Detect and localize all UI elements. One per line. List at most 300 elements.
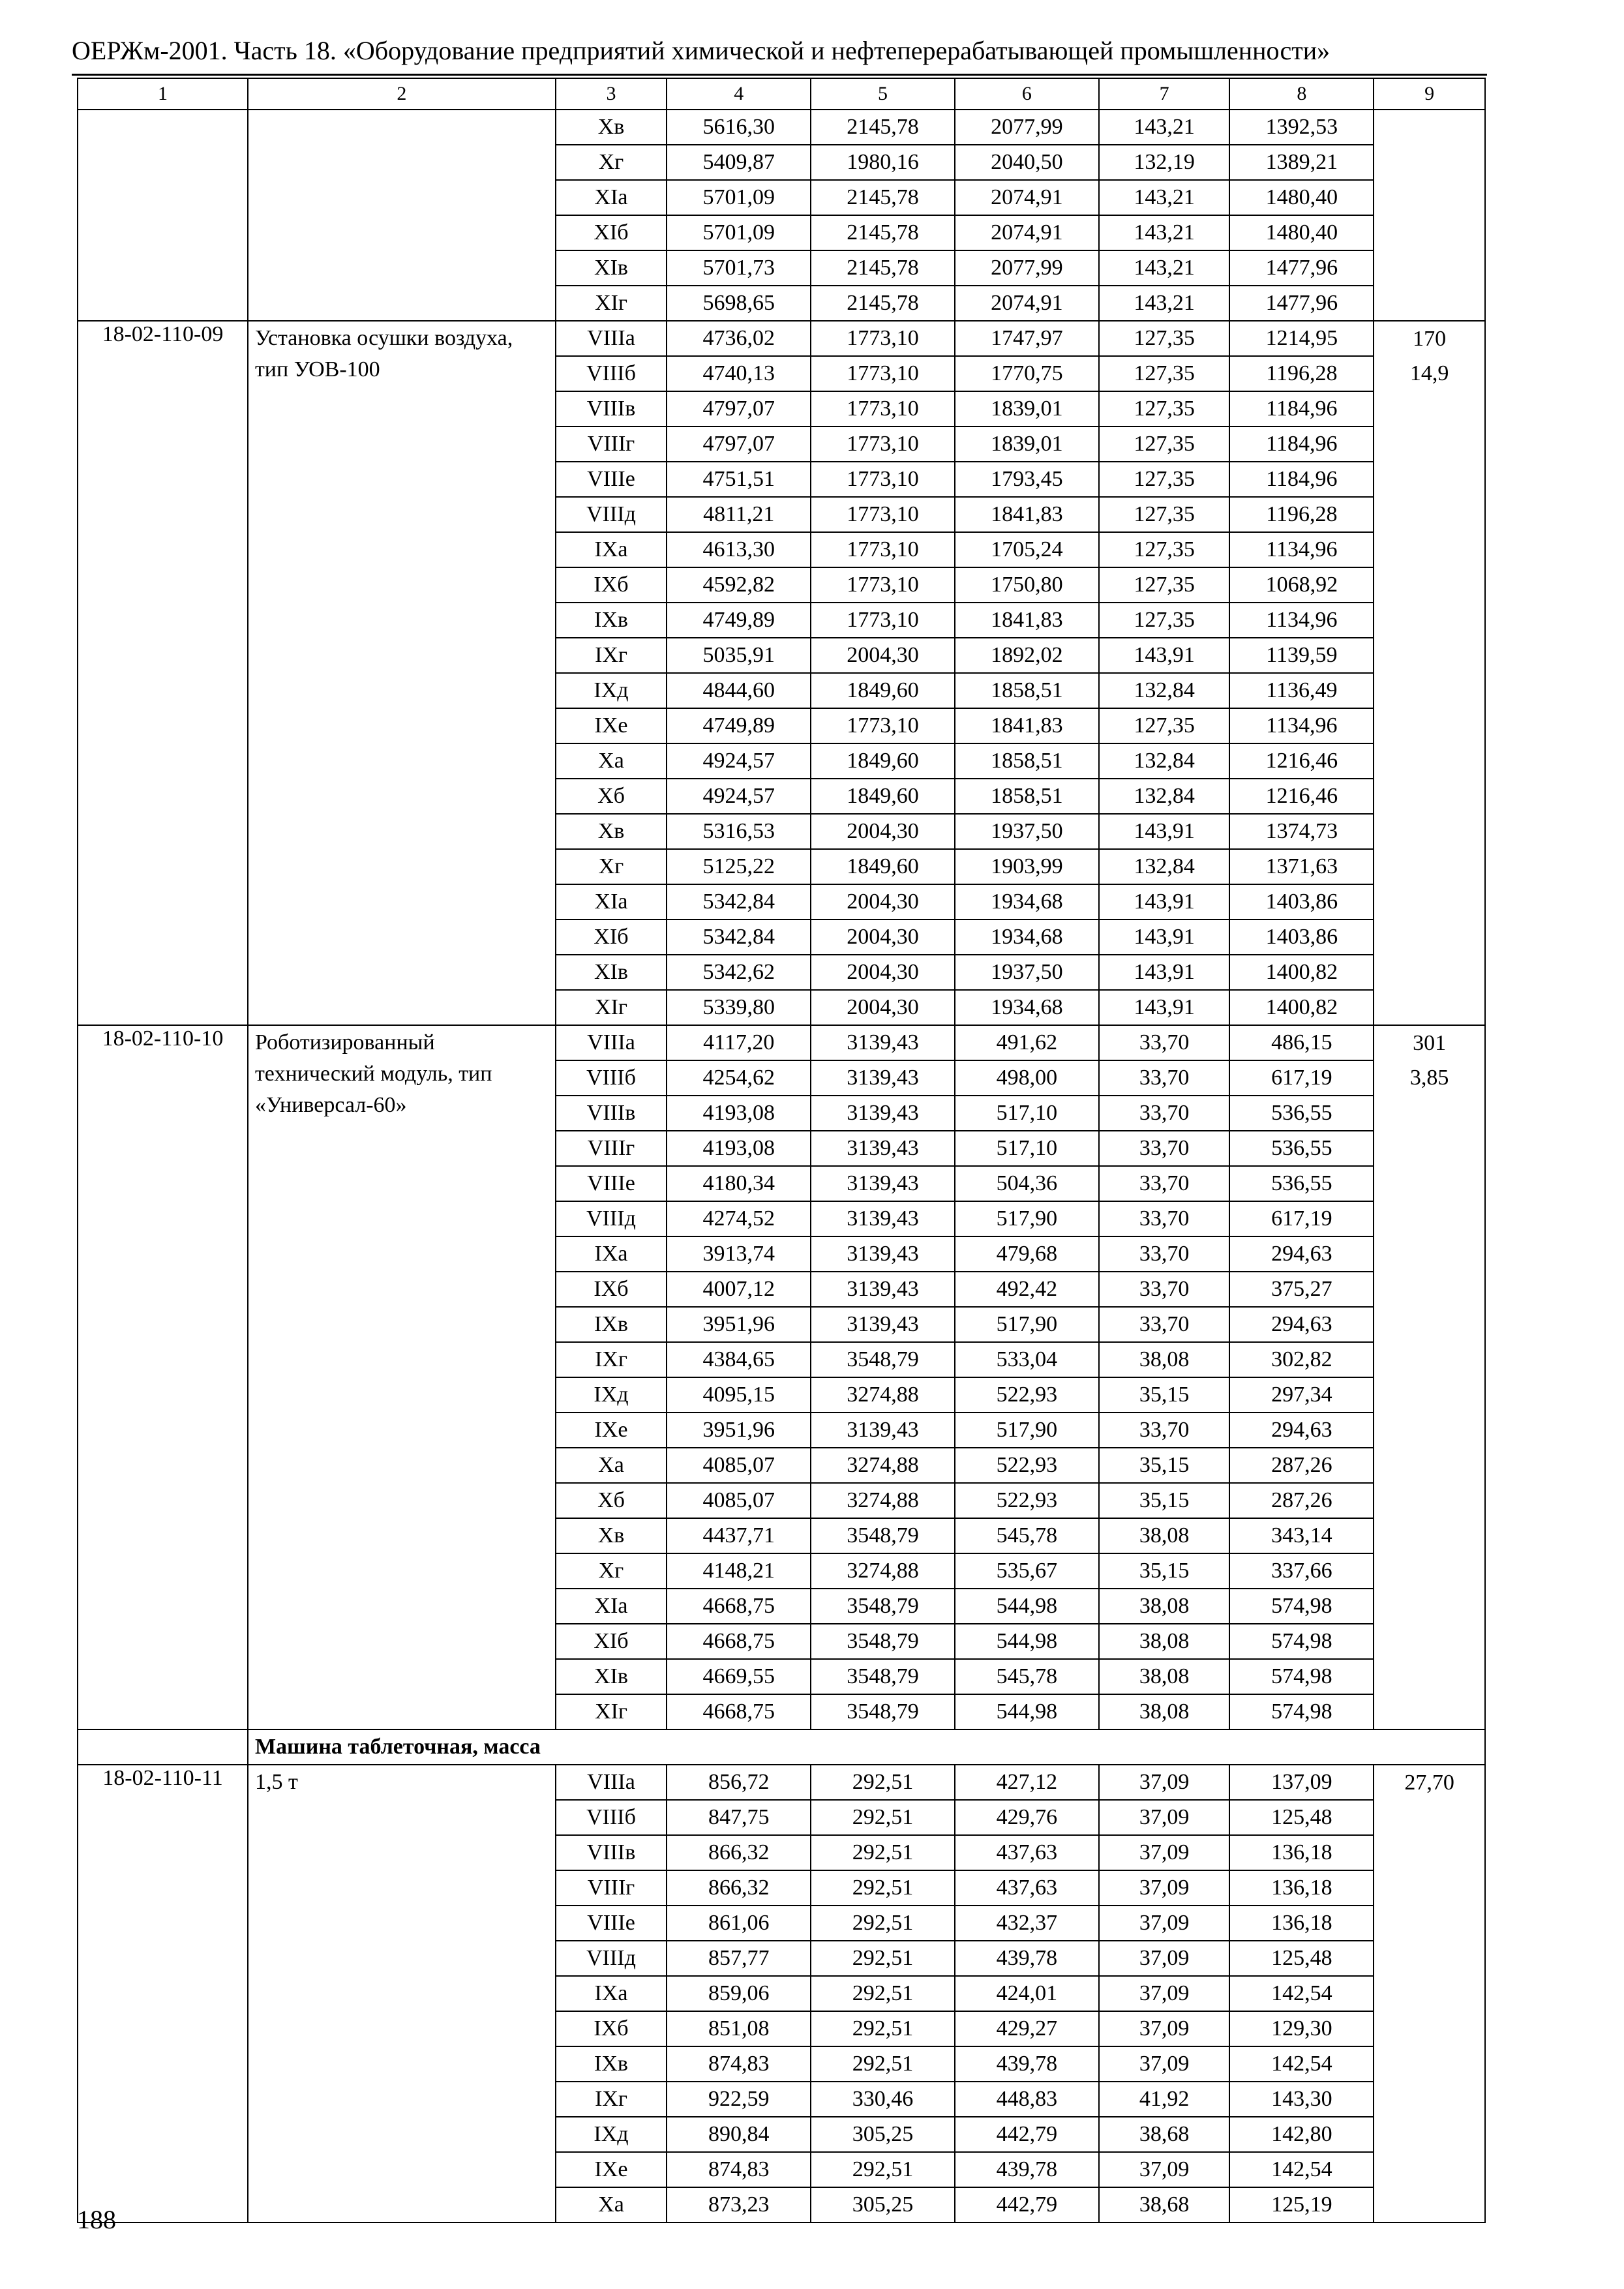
resource-code-empty xyxy=(78,1553,248,1589)
zone-cell: VIIIг xyxy=(556,1870,667,1906)
table-row xyxy=(78,1800,1485,1835)
value-cell: 38,08 xyxy=(1099,1624,1230,1659)
value-cell: 132,19 xyxy=(1099,145,1230,180)
value-cell: 1934,68 xyxy=(955,990,1099,1025)
resource-name-empty xyxy=(248,567,556,603)
resource-name-empty xyxy=(248,990,556,1025)
value-cell: 5035,91 xyxy=(667,638,811,673)
zone-cell: ХIб xyxy=(556,1624,667,1659)
table-row xyxy=(78,1236,1485,1272)
resource-name-empty xyxy=(248,1553,556,1589)
value-cell: 1480,40 xyxy=(1229,180,1374,215)
value-cell: 1389,21 xyxy=(1229,145,1374,180)
zone-cell: Хв xyxy=(556,110,667,145)
value-cell: 33,70 xyxy=(1099,1166,1230,1201)
table-row xyxy=(78,673,1485,708)
value-cell: 491,62 xyxy=(955,1025,1099,1060)
resource-name-empty xyxy=(248,426,556,462)
column9-cell: 3,85 xyxy=(1374,1060,1485,1096)
value-cell: 37,09 xyxy=(1099,1906,1230,1941)
value-cell: 127,35 xyxy=(1099,603,1230,638)
value-cell: 132,84 xyxy=(1099,673,1230,708)
resource-name-empty xyxy=(248,708,556,743)
resource-code-empty xyxy=(78,920,248,955)
table-row xyxy=(78,1553,1485,1589)
resource-code-empty xyxy=(78,779,248,814)
column-number-cell: 5 xyxy=(811,78,955,110)
value-cell: 439,78 xyxy=(955,2046,1099,2082)
value-cell: 143,21 xyxy=(1099,215,1230,250)
column9-cell xyxy=(1374,1694,1485,1729)
column9-cell xyxy=(1374,1870,1485,1906)
zone-cell: IХб xyxy=(556,567,667,603)
value-cell: 375,27 xyxy=(1229,1272,1374,1307)
value-cell: 35,15 xyxy=(1099,1553,1230,1589)
value-cell: 127,35 xyxy=(1099,532,1230,567)
value-cell: 1858,51 xyxy=(955,779,1099,814)
column-number-cell: 3 xyxy=(556,78,667,110)
value-cell: 859,06 xyxy=(667,1976,811,2011)
value-cell: 3913,74 xyxy=(667,1236,811,1272)
zone-cell: VIIIа xyxy=(556,321,667,356)
zone-cell: VIIIд xyxy=(556,1201,667,1236)
value-cell: 297,34 xyxy=(1229,1377,1374,1413)
table-row xyxy=(78,2046,1485,2082)
value-cell: 890,84 xyxy=(667,2117,811,2152)
zone-cell: IХв xyxy=(556,2046,667,2082)
zone-cell: Хг xyxy=(556,1553,667,1589)
table-row xyxy=(78,391,1485,426)
resource-name-empty xyxy=(248,884,556,920)
resource-name-empty xyxy=(248,1800,556,1835)
resource-code-empty xyxy=(78,1518,248,1553)
value-cell: 5701,09 xyxy=(667,180,811,215)
value-cell: 517,90 xyxy=(955,1413,1099,1448)
value-cell: 4180,34 xyxy=(667,1166,811,1201)
resource-code-empty xyxy=(78,1694,248,1729)
resource-code-empty xyxy=(78,743,248,779)
resource-code-empty xyxy=(78,497,248,532)
value-cell: 4797,07 xyxy=(667,426,811,462)
value-cell: 1934,68 xyxy=(955,920,1099,955)
value-cell: 617,19 xyxy=(1229,1060,1374,1096)
value-cell: 292,51 xyxy=(811,1941,955,1976)
table-row xyxy=(78,955,1485,990)
zone-cell: ХIг xyxy=(556,990,667,1025)
value-cell: 132,84 xyxy=(1099,743,1230,779)
value-cell: 429,76 xyxy=(955,1800,1099,1835)
resource-name-empty xyxy=(248,180,556,215)
value-cell: 1980,16 xyxy=(811,145,955,180)
value-cell: 486,15 xyxy=(1229,1025,1374,1060)
resource-code: 18-02-110-09 xyxy=(78,321,248,356)
value-cell: 292,51 xyxy=(811,1835,955,1870)
value-cell: 504,36 xyxy=(955,1166,1099,1201)
value-cell: 536,55 xyxy=(1229,1131,1374,1166)
column9-cell: 301 xyxy=(1374,1025,1485,1060)
resource-code-empty xyxy=(78,1272,248,1307)
resource-code-empty xyxy=(78,849,248,884)
value-cell: 437,63 xyxy=(955,1835,1099,1870)
resource-code-empty xyxy=(78,603,248,638)
value-cell: 432,37 xyxy=(955,1906,1099,1941)
value-cell: 442,79 xyxy=(955,2117,1099,2152)
value-cell: 305,25 xyxy=(811,2187,955,2222)
value-cell: 33,70 xyxy=(1099,1236,1230,1272)
resource-name xyxy=(248,1765,556,1800)
value-cell: 861,06 xyxy=(667,1906,811,1941)
zone-cell: Ха xyxy=(556,743,667,779)
value-cell: 127,35 xyxy=(1099,567,1230,603)
zone-cell: ХIа xyxy=(556,884,667,920)
table-row xyxy=(78,1976,1485,2011)
resource-name-empty xyxy=(248,955,556,990)
value-cell: 479,68 xyxy=(955,1236,1099,1272)
table-row xyxy=(78,110,1485,145)
resource-name-empty xyxy=(248,1870,556,1906)
value-cell: 5342,84 xyxy=(667,920,811,955)
value-cell: 1134,96 xyxy=(1229,603,1374,638)
zone-cell: Хб xyxy=(556,1483,667,1518)
resource-name-empty xyxy=(248,814,556,849)
value-cell: 137,09 xyxy=(1229,1765,1374,1800)
value-cell: 5316,53 xyxy=(667,814,811,849)
column9-cell xyxy=(1374,1800,1485,1835)
column9-cell xyxy=(1374,2011,1485,2046)
table-row xyxy=(78,1483,1485,1518)
value-cell: 5701,73 xyxy=(667,250,811,286)
table-row xyxy=(78,638,1485,673)
column9-cell xyxy=(1374,462,1485,497)
zone-cell: IХа xyxy=(556,532,667,567)
value-cell: 292,51 xyxy=(811,1976,955,2011)
page-header-title: ОЕРЖм-2001. Часть 18. «Оборудование предприятий химической и нефтеперерабатывающей промышленности» xyxy=(72,36,1331,65)
column-number-cell: 6 xyxy=(955,78,1099,110)
resource-code-empty xyxy=(78,426,248,462)
column9-cell: 170 xyxy=(1374,321,1485,356)
value-cell: 1849,60 xyxy=(811,673,955,708)
resource-code-empty xyxy=(78,180,248,215)
column9-cell xyxy=(1374,849,1485,884)
column9-cell xyxy=(1374,990,1485,1025)
resource-code-empty xyxy=(78,1131,248,1166)
table-row xyxy=(78,1694,1485,1729)
table-row xyxy=(78,1272,1485,1307)
value-cell: 4254,62 xyxy=(667,1060,811,1096)
zone-cell: IХг xyxy=(556,2082,667,2117)
value-cell: 4148,21 xyxy=(667,1553,811,1589)
column9-cell xyxy=(1374,708,1485,743)
resource-name-empty xyxy=(248,743,556,779)
value-cell: 2040,50 xyxy=(955,145,1099,180)
resource-name-empty xyxy=(248,1518,556,1553)
value-cell: 330,46 xyxy=(811,2082,955,2117)
value-cell: 35,15 xyxy=(1099,1483,1230,1518)
column9-cell xyxy=(1374,779,1485,814)
table-row xyxy=(78,1448,1485,1483)
column9-cell: 27,70 xyxy=(1374,1765,1485,1800)
resource-name-empty xyxy=(248,1377,556,1413)
value-cell: 4384,65 xyxy=(667,1342,811,1377)
value-cell: 533,04 xyxy=(955,1342,1099,1377)
table-row xyxy=(78,286,1485,321)
resource-code-empty xyxy=(78,1906,248,1941)
table-row xyxy=(78,1941,1485,1976)
resource-name-empty xyxy=(248,2152,556,2187)
value-cell: 2004,30 xyxy=(811,884,955,920)
table-row xyxy=(78,1765,1485,1800)
value-cell: 851,08 xyxy=(667,2011,811,2046)
resource-name-empty xyxy=(248,1694,556,1729)
resource-code-empty xyxy=(78,462,248,497)
resource-name-empty xyxy=(248,215,556,250)
value-cell: 1903,99 xyxy=(955,849,1099,884)
table-row xyxy=(78,743,1485,779)
column9-cell xyxy=(1374,1166,1485,1201)
value-cell: 492,42 xyxy=(955,1272,1099,1307)
value-cell: 125,48 xyxy=(1229,1941,1374,1976)
zone-cell: VIIIб xyxy=(556,1060,667,1096)
value-cell: 38,68 xyxy=(1099,2187,1230,2222)
column9-cell xyxy=(1374,286,1485,321)
column9-cell xyxy=(1374,1589,1485,1624)
value-cell: 3548,79 xyxy=(811,1589,955,1624)
table-row xyxy=(78,567,1485,603)
value-cell: 3548,79 xyxy=(811,1659,955,1694)
value-cell: 33,70 xyxy=(1099,1096,1230,1131)
table-row xyxy=(78,1659,1485,1694)
resource-name-empty xyxy=(248,1624,556,1659)
value-cell: 4924,57 xyxy=(667,779,811,814)
zone-cell: IХд xyxy=(556,1377,667,1413)
column9-cell xyxy=(1374,884,1485,920)
value-cell: 3274,88 xyxy=(811,1377,955,1413)
resource-code-empty xyxy=(78,250,248,286)
zone-cell: VIIIе xyxy=(556,1166,667,1201)
zone-cell: ХIб xyxy=(556,215,667,250)
value-cell: 132,84 xyxy=(1099,779,1230,814)
resource-code-empty xyxy=(78,673,248,708)
zone-cell: VIIIе xyxy=(556,462,667,497)
value-cell: 4193,08 xyxy=(667,1096,811,1131)
value-cell: 127,35 xyxy=(1099,356,1230,391)
value-cell: 287,26 xyxy=(1229,1448,1374,1483)
zone-cell: VIIIб xyxy=(556,356,667,391)
value-cell: 2077,99 xyxy=(955,110,1099,145)
zone-cell: IХб xyxy=(556,2011,667,2046)
value-cell: 3139,43 xyxy=(811,1096,955,1131)
value-cell: 2004,30 xyxy=(811,990,955,1025)
resource-name-empty xyxy=(248,1166,556,1201)
zone-cell: Хв xyxy=(556,1518,667,1553)
resource-code-empty xyxy=(78,1870,248,1906)
value-cell: 1773,10 xyxy=(811,391,955,426)
column-number-cell: 9 xyxy=(1374,78,1485,110)
value-cell: 3139,43 xyxy=(811,1272,955,1307)
value-cell: 1139,59 xyxy=(1229,638,1374,673)
value-cell: 294,63 xyxy=(1229,1236,1374,1272)
resource-code-empty xyxy=(78,1659,248,1694)
resource-code-empty xyxy=(78,2046,248,2082)
zone-cell: VIIIг xyxy=(556,1131,667,1166)
value-cell: 536,55 xyxy=(1229,1096,1374,1131)
value-cell: 136,18 xyxy=(1229,1906,1374,1941)
value-cell: 4749,89 xyxy=(667,603,811,638)
header-rule xyxy=(72,74,1487,76)
resource-name-empty xyxy=(248,849,556,884)
value-cell: 442,79 xyxy=(955,2187,1099,2222)
value-cell: 1841,83 xyxy=(955,497,1099,532)
value-cell: 143,91 xyxy=(1099,814,1230,849)
column9-cell xyxy=(1374,145,1485,180)
value-cell: 857,77 xyxy=(667,1941,811,1976)
column9-cell xyxy=(1374,920,1485,955)
value-cell: 1184,96 xyxy=(1229,426,1374,462)
value-cell: 4668,75 xyxy=(667,1694,811,1729)
value-cell: 3139,43 xyxy=(811,1060,955,1096)
resource-code-empty xyxy=(78,1060,248,1096)
section-empty-cell xyxy=(78,1729,248,1765)
value-cell: 37,09 xyxy=(1099,2046,1230,2082)
value-cell: 3139,43 xyxy=(811,1166,955,1201)
zone-cell: IХб xyxy=(556,1272,667,1307)
value-cell: 292,51 xyxy=(811,1765,955,1800)
zone-cell: IХд xyxy=(556,2117,667,2152)
resource-name-empty xyxy=(248,2082,556,2117)
resource-name-empty xyxy=(248,2011,556,2046)
value-cell: 38,68 xyxy=(1099,2117,1230,2152)
value-cell: 37,09 xyxy=(1099,2011,1230,2046)
value-cell: 3274,88 xyxy=(811,1448,955,1483)
value-cell: 2004,30 xyxy=(811,814,955,849)
column9-cell xyxy=(1374,1976,1485,2011)
resource-name-empty xyxy=(248,497,556,532)
value-cell: 5339,80 xyxy=(667,990,811,1025)
value-cell: 143,91 xyxy=(1099,920,1230,955)
value-cell: 2077,99 xyxy=(955,250,1099,286)
value-cell: 1858,51 xyxy=(955,743,1099,779)
value-cell: 1403,86 xyxy=(1229,884,1374,920)
value-cell: 517,10 xyxy=(955,1096,1099,1131)
value-cell: 1400,82 xyxy=(1229,955,1374,990)
value-cell: 3548,79 xyxy=(811,1694,955,1729)
resource-code-empty xyxy=(78,2011,248,2046)
value-cell: 517,90 xyxy=(955,1201,1099,1236)
zone-cell: Хг xyxy=(556,849,667,884)
zone-cell: VIIIа xyxy=(556,1765,667,1800)
value-cell: 292,51 xyxy=(811,1800,955,1835)
column9-cell xyxy=(1374,638,1485,673)
value-cell: 4751,51 xyxy=(667,462,811,497)
value-cell: 522,93 xyxy=(955,1448,1099,1483)
zone-cell: IХе xyxy=(556,1413,667,1448)
resource-code-empty xyxy=(78,1976,248,2011)
table-row xyxy=(78,990,1485,1025)
value-cell: 1937,50 xyxy=(955,955,1099,990)
value-cell: 1841,83 xyxy=(955,708,1099,743)
value-cell: 33,70 xyxy=(1099,1201,1230,1236)
resource-name-empty xyxy=(248,1131,556,1166)
column9-cell xyxy=(1374,2082,1485,2117)
value-cell: 1773,10 xyxy=(811,532,955,567)
resource-name xyxy=(248,110,556,145)
value-cell: 37,09 xyxy=(1099,1765,1230,1800)
value-cell: 127,35 xyxy=(1099,708,1230,743)
zone-cell: ХIб xyxy=(556,920,667,955)
value-cell: 4740,13 xyxy=(667,356,811,391)
table-row xyxy=(78,1377,1485,1413)
value-cell: 4085,07 xyxy=(667,1483,811,1518)
column9-cell xyxy=(1374,110,1485,145)
value-cell: 3548,79 xyxy=(811,1342,955,1377)
value-cell: 3139,43 xyxy=(811,1307,955,1342)
value-cell: 437,63 xyxy=(955,1870,1099,1906)
value-cell: 1849,60 xyxy=(811,779,955,814)
resource-code-empty xyxy=(78,215,248,250)
value-cell: 1134,96 xyxy=(1229,532,1374,567)
table-row xyxy=(78,1201,1485,1236)
value-cell: 1705,24 xyxy=(955,532,1099,567)
table-row xyxy=(78,884,1485,920)
value-cell: 1196,28 xyxy=(1229,497,1374,532)
column9-cell: 14,9 xyxy=(1374,356,1485,391)
section-heading: Машина таблеточная, масса xyxy=(248,1729,1485,1765)
resource-name-empty xyxy=(248,1483,556,1518)
value-cell: 1136,49 xyxy=(1229,673,1374,708)
resource-code-empty xyxy=(78,532,248,567)
table-row xyxy=(78,920,1485,955)
table-row xyxy=(78,1906,1485,1941)
value-cell: 4669,55 xyxy=(667,1659,811,1694)
column9-cell xyxy=(1374,1553,1485,1589)
value-cell: 143,91 xyxy=(1099,638,1230,673)
value-cell: 3274,88 xyxy=(811,1553,955,1589)
value-cell: 2145,78 xyxy=(811,215,955,250)
resource-code-empty xyxy=(78,1941,248,1976)
zone-cell: ХIг xyxy=(556,286,667,321)
table-body xyxy=(78,78,1485,2222)
zone-cell: VIIIа xyxy=(556,1025,667,1060)
column9-cell xyxy=(1374,814,1485,849)
value-cell: 33,70 xyxy=(1099,1025,1230,1060)
table-row xyxy=(78,462,1485,497)
value-cell: 37,09 xyxy=(1099,2152,1230,2187)
table-row xyxy=(78,145,1485,180)
table-row xyxy=(78,2117,1485,2152)
resource-code-empty xyxy=(78,1096,248,1131)
value-cell: 294,63 xyxy=(1229,1307,1374,1342)
value-cell: 1400,82 xyxy=(1229,990,1374,1025)
value-cell: 5342,84 xyxy=(667,884,811,920)
column9-cell xyxy=(1374,1518,1485,1553)
value-cell: 544,98 xyxy=(955,1589,1099,1624)
resource-name-empty xyxy=(248,1342,556,1377)
column9-cell xyxy=(1374,532,1485,567)
column9-cell xyxy=(1374,180,1485,215)
table-row xyxy=(78,1589,1485,1624)
value-cell: 522,93 xyxy=(955,1377,1099,1413)
value-cell: 292,51 xyxy=(811,1870,955,1906)
column-number-cell: 7 xyxy=(1099,78,1230,110)
table-row xyxy=(78,321,1485,356)
column9-cell xyxy=(1374,1624,1485,1659)
column9-cell xyxy=(1374,250,1485,286)
zone-cell: IХд xyxy=(556,673,667,708)
value-cell: 5701,09 xyxy=(667,215,811,250)
zone-cell: Ха xyxy=(556,2187,667,2222)
value-cell: 1773,10 xyxy=(811,708,955,743)
section-heading-row xyxy=(78,1729,1485,1765)
